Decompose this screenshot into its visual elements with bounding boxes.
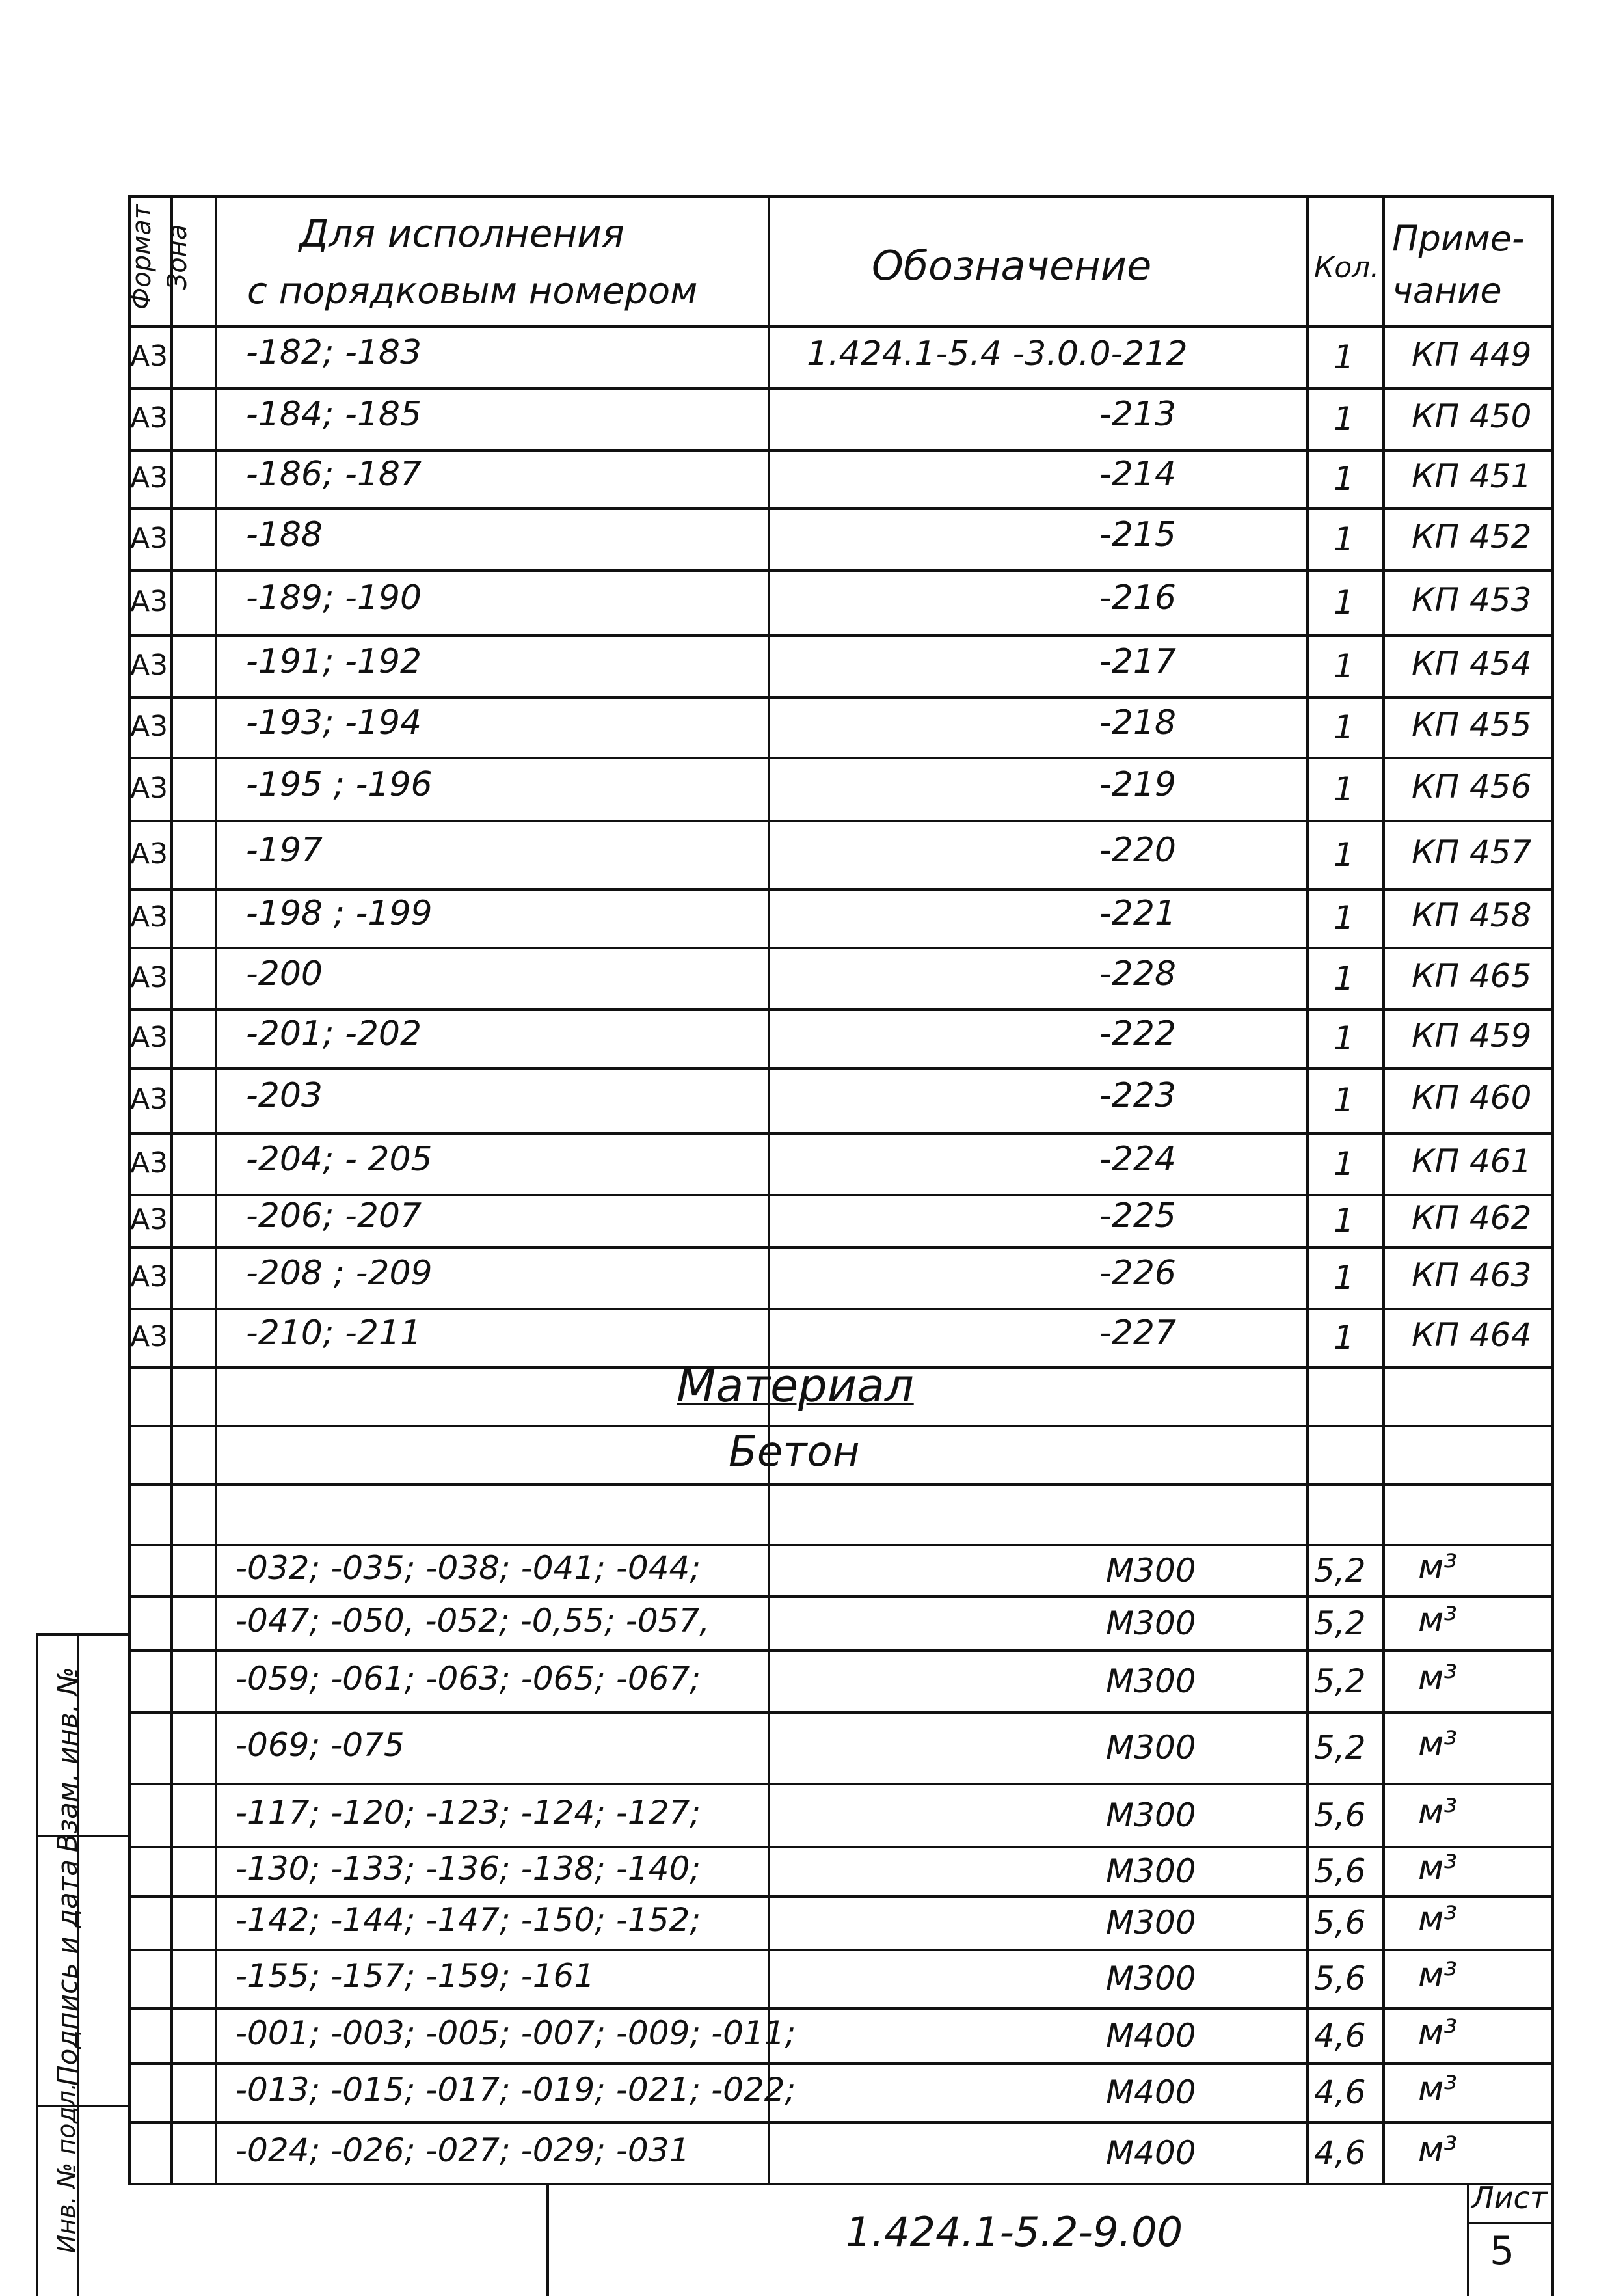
concrete-row-unit: м³ bbox=[1418, 2012, 1458, 2052]
material-heading: Материал bbox=[677, 1359, 914, 1412]
concrete-row-qty: 5,6 bbox=[1314, 1852, 1366, 1890]
concrete-row-execution: -032; -035; -038; -041; -044; bbox=[235, 1548, 701, 1587]
row-execution: -204; - 205 bbox=[246, 1139, 433, 1179]
row-qty: 1 bbox=[1334, 1020, 1354, 1057]
concrete-row-grade: М300 bbox=[1106, 1662, 1196, 1700]
row-format: А3 bbox=[130, 461, 168, 494]
row-format: А3 bbox=[130, 648, 168, 682]
row-designation: -217 bbox=[1099, 642, 1177, 681]
row-format: А3 bbox=[130, 960, 168, 994]
row-rule bbox=[128, 1483, 1551, 1486]
concrete-row-unit: м³ bbox=[1418, 2070, 1458, 2109]
concrete-row-execution: -001; -003; -005; -007; -009; -011; bbox=[235, 2014, 796, 2052]
concrete-row-unit: м³ bbox=[1418, 1600, 1458, 1640]
row-designation: -215 bbox=[1099, 515, 1177, 554]
row-designation: 1.424.1-5.4 -3.0.0-212 bbox=[807, 334, 1188, 373]
concrete-row-unit: м³ bbox=[1418, 2129, 1458, 2169]
sheet-cell-rule bbox=[1467, 2222, 1551, 2224]
row-designation: -225 bbox=[1099, 1196, 1177, 1236]
concrete-row-qty: 5,2 bbox=[1314, 1662, 1366, 1700]
row-note: КП 457 bbox=[1412, 833, 1532, 871]
row-designation: -222 bbox=[1099, 1014, 1177, 1053]
row-designation: -220 bbox=[1099, 830, 1177, 870]
row-format: А3 bbox=[130, 1203, 168, 1236]
row-rule bbox=[128, 1949, 1551, 1951]
concrete-row-unit: м³ bbox=[1418, 1547, 1458, 1587]
row-qty: 1 bbox=[1334, 835, 1354, 874]
row-note: КП 454 bbox=[1412, 644, 1532, 682]
row-rule bbox=[128, 757, 1551, 759]
row-designation: -227 bbox=[1099, 1314, 1177, 1353]
row-note: КП 461 bbox=[1412, 1142, 1532, 1180]
concrete-row-execution: -059; -061; -063; -065; -067; bbox=[235, 1659, 701, 1697]
row-note: КП 449 bbox=[1412, 335, 1532, 373]
row-designation: -228 bbox=[1099, 954, 1177, 993]
row-execution: -186; -187 bbox=[246, 455, 422, 494]
row-rule bbox=[128, 1649, 1551, 1652]
row-format: А3 bbox=[130, 900, 168, 934]
row-rule bbox=[128, 569, 1551, 572]
row-rule bbox=[128, 1067, 1551, 1070]
row-format: А3 bbox=[130, 1320, 168, 1353]
row-note: КП 460 bbox=[1412, 1079, 1532, 1116]
row-format: А3 bbox=[130, 585, 168, 618]
concrete-row-qty: 4,6 bbox=[1314, 2016, 1366, 2055]
concrete-row-unit: м³ bbox=[1418, 1956, 1458, 1995]
stamp-inv-sub: Инв. № подл. bbox=[52, 2082, 81, 2254]
row-designation: -219 bbox=[1099, 764, 1177, 804]
header-zone: Зона bbox=[163, 224, 193, 290]
concrete-row-grade: М300 bbox=[1106, 1796, 1196, 1834]
row-rule bbox=[128, 325, 1551, 328]
sheet-cell-divider bbox=[1467, 2183, 1469, 2296]
row-qty: 1 bbox=[1334, 1258, 1354, 1297]
row-note: КП 452 bbox=[1412, 517, 1532, 556]
document-code: 1.424.1-5.2-9.00 bbox=[846, 2208, 1183, 2256]
row-format: А3 bbox=[130, 1083, 168, 1116]
row-rule bbox=[128, 1846, 1551, 1848]
concrete-row-qty: 5,2 bbox=[1314, 1729, 1366, 1766]
row-qty: 1 bbox=[1334, 1319, 1354, 1357]
row-note: КП 453 bbox=[1412, 581, 1532, 619]
header-execution-line1: Для исполнения bbox=[299, 211, 624, 256]
row-qty: 1 bbox=[1334, 1202, 1354, 1239]
title-block-right-rule bbox=[1551, 2183, 1554, 2296]
concrete-row-execution: -069; -075 bbox=[235, 1726, 405, 1764]
row-rule bbox=[128, 1425, 1551, 1427]
row-execution: -200 bbox=[246, 954, 323, 993]
row-execution: -198 ; -199 bbox=[246, 894, 433, 933]
row-rule bbox=[128, 1246, 1551, 1249]
row-execution: -189; -190 bbox=[246, 578, 422, 617]
column-rule bbox=[215, 195, 217, 2183]
title-block-top-rule bbox=[128, 2183, 1551, 2185]
row-rule bbox=[128, 387, 1551, 390]
row-note: КП 456 bbox=[1412, 767, 1532, 805]
concrete-row-qty: 4,6 bbox=[1314, 2133, 1366, 2172]
row-designation: -216 bbox=[1099, 578, 1177, 617]
row-format: А3 bbox=[130, 771, 168, 805]
row-rule bbox=[128, 1895, 1551, 1898]
concrete-row-qty: 5,6 bbox=[1314, 1904, 1366, 1941]
concrete-row-unit: м³ bbox=[1418, 1792, 1458, 1831]
concrete-row-execution: -130; -133; -136; -138; -140; bbox=[235, 1850, 701, 1887]
column-rule bbox=[1306, 195, 1309, 2183]
title-block-divider bbox=[546, 2183, 549, 2296]
row-qty: 1 bbox=[1334, 770, 1354, 808]
column-rule bbox=[170, 195, 173, 2183]
concrete-row-unit: м³ bbox=[1418, 1658, 1458, 1697]
row-execution: -197 bbox=[246, 830, 323, 870]
stamp-sign-date: Подпись и дата bbox=[51, 1859, 83, 2086]
sheet-number: 5 bbox=[1490, 2228, 1515, 2274]
column-rule bbox=[1551, 195, 1554, 2183]
row-qty: 1 bbox=[1334, 399, 1354, 438]
row-rule bbox=[128, 820, 1551, 822]
row-note: КП 462 bbox=[1412, 1199, 1532, 1237]
row-execution: -206; -207 bbox=[246, 1196, 422, 1236]
row-format: А3 bbox=[130, 837, 168, 871]
row-designation: -226 bbox=[1099, 1253, 1177, 1293]
row-designation: -214 bbox=[1099, 455, 1177, 494]
row-rule bbox=[128, 2007, 1551, 2010]
row-qty: 1 bbox=[1334, 708, 1354, 746]
row-qty: 1 bbox=[1334, 959, 1354, 997]
row-note: КП 463 bbox=[1412, 1256, 1532, 1294]
header-note-line2: чание bbox=[1392, 270, 1502, 311]
row-format: А3 bbox=[130, 1021, 168, 1054]
concrete-row-unit: м³ bbox=[1418, 1725, 1458, 1764]
concrete-row-execution: -117; -120; -123; -124; -127; bbox=[235, 1793, 701, 1831]
row-rule bbox=[128, 1544, 1551, 1546]
stamp-replace-inv: Взам. инв. № bbox=[51, 1666, 83, 1852]
row-note: КП 455 bbox=[1412, 705, 1532, 744]
concrete-row-qty: 5,2 bbox=[1314, 1551, 1366, 1589]
concrete-row-execution: -013; -015; -017; -019; -021; -022; bbox=[235, 2071, 796, 2109]
row-qty: 1 bbox=[1334, 520, 1354, 558]
row-designation: -221 bbox=[1099, 894, 1177, 933]
row-rule bbox=[128, 634, 1551, 637]
row-rule bbox=[128, 696, 1551, 699]
row-execution: -193; -194 bbox=[246, 703, 422, 742]
row-note: КП 458 bbox=[1412, 897, 1532, 934]
row-rule bbox=[128, 2121, 1551, 2124]
sheet-label: Лист bbox=[1471, 2180, 1548, 2215]
row-format: А3 bbox=[130, 1146, 168, 1180]
row-qty: 1 bbox=[1334, 1081, 1354, 1119]
row-execution: -182; -183 bbox=[246, 332, 422, 372]
header-format: Формат bbox=[127, 204, 157, 310]
concrete-row-execution: -142; -144; -147; -150; -152; bbox=[235, 1901, 701, 1939]
row-rule bbox=[128, 1308, 1551, 1310]
row-designation: -223 bbox=[1099, 1076, 1177, 1115]
concrete-row-execution: -047; -050, -052; -0,55; -057, bbox=[235, 1601, 710, 1640]
row-rule bbox=[128, 1595, 1551, 1598]
concrete-row-grade: М300 bbox=[1106, 1551, 1196, 1589]
row-qty: 1 bbox=[1334, 647, 1354, 685]
header-execution-line2: с порядковым номером bbox=[247, 270, 698, 312]
concrete-row-unit: м³ bbox=[1418, 1848, 1458, 1887]
row-execution: -191; -192 bbox=[246, 642, 422, 681]
row-format: А3 bbox=[130, 339, 168, 373]
concrete-row-execution: -024; -026; -027; -029; -031 bbox=[235, 2131, 690, 2169]
row-note: КП 459 bbox=[1412, 1017, 1532, 1055]
row-note: КП 450 bbox=[1412, 397, 1532, 435]
row-note: КП 464 bbox=[1412, 1316, 1532, 1354]
concrete-row-execution: -155; -157; -159; -161 bbox=[235, 1957, 595, 1995]
row-designation: -224 bbox=[1099, 1139, 1177, 1179]
row-format: А3 bbox=[130, 521, 168, 555]
header-note-line1: Приме- bbox=[1392, 218, 1525, 259]
row-execution: -210; -211 bbox=[246, 1314, 422, 1353]
row-rule bbox=[128, 888, 1551, 891]
row-rule bbox=[128, 947, 1551, 949]
row-qty: 1 bbox=[1334, 338, 1354, 376]
row-execution: -188 bbox=[246, 515, 323, 554]
row-execution: -195 ; -196 bbox=[246, 764, 433, 804]
row-rule bbox=[128, 1711, 1551, 1714]
concrete-row-qty: 4,6 bbox=[1314, 2073, 1366, 2111]
concrete-row-grade: М400 bbox=[1106, 2073, 1196, 2111]
row-designation: -218 bbox=[1099, 703, 1177, 742]
row-rule bbox=[128, 449, 1551, 452]
concrete-row-grade: М400 bbox=[1106, 2133, 1196, 2172]
header-designation: Обозначение bbox=[872, 242, 1152, 290]
row-format: А3 bbox=[130, 401, 168, 435]
concrete-row-qty: 5,6 bbox=[1314, 1796, 1366, 1834]
concrete-row-grade: М400 bbox=[1106, 2016, 1196, 2055]
concrete-row-qty: 5,6 bbox=[1314, 1960, 1366, 1997]
row-execution: -201; -202 bbox=[246, 1014, 422, 1053]
concrete-row-grade: М300 bbox=[1106, 1604, 1196, 1642]
column-rule bbox=[768, 195, 770, 2183]
row-rule bbox=[128, 1783, 1551, 1785]
row-rule bbox=[128, 1008, 1551, 1011]
concrete-row-unit: м³ bbox=[1418, 1900, 1458, 1939]
header-qty: Кол. bbox=[1314, 251, 1380, 284]
row-qty: 1 bbox=[1334, 1144, 1354, 1183]
concrete-row-grade: М300 bbox=[1106, 1960, 1196, 1997]
row-format: А3 bbox=[130, 709, 168, 743]
concrete-row-grade: М300 bbox=[1106, 1852, 1196, 1890]
row-note: КП 451 bbox=[1412, 457, 1532, 495]
row-execution: -208 ; -209 bbox=[246, 1253, 433, 1293]
table-top-rule bbox=[128, 195, 1551, 198]
row-designation: -213 bbox=[1099, 394, 1177, 434]
column-rule bbox=[1382, 195, 1385, 2183]
row-qty: 1 bbox=[1334, 899, 1354, 937]
row-qty: 1 bbox=[1334, 460, 1354, 498]
concrete-row-grade: М300 bbox=[1106, 1904, 1196, 1941]
concrete-row-qty: 5,2 bbox=[1314, 1604, 1366, 1642]
row-qty: 1 bbox=[1334, 584, 1354, 621]
row-rule bbox=[128, 507, 1551, 510]
stamp-top-rule bbox=[36, 1633, 128, 1636]
concrete-heading: Бетон bbox=[729, 1428, 860, 1476]
row-execution: -203 bbox=[246, 1076, 323, 1115]
row-format: А3 bbox=[130, 1260, 168, 1293]
concrete-row-grade: М300 bbox=[1106, 1729, 1196, 1766]
row-execution: -184; -185 bbox=[246, 394, 422, 434]
row-note: КП 465 bbox=[1412, 956, 1532, 995]
stamp-left-rule bbox=[36, 1633, 38, 2296]
row-rule bbox=[128, 2062, 1551, 2065]
row-rule bbox=[128, 1132, 1551, 1135]
